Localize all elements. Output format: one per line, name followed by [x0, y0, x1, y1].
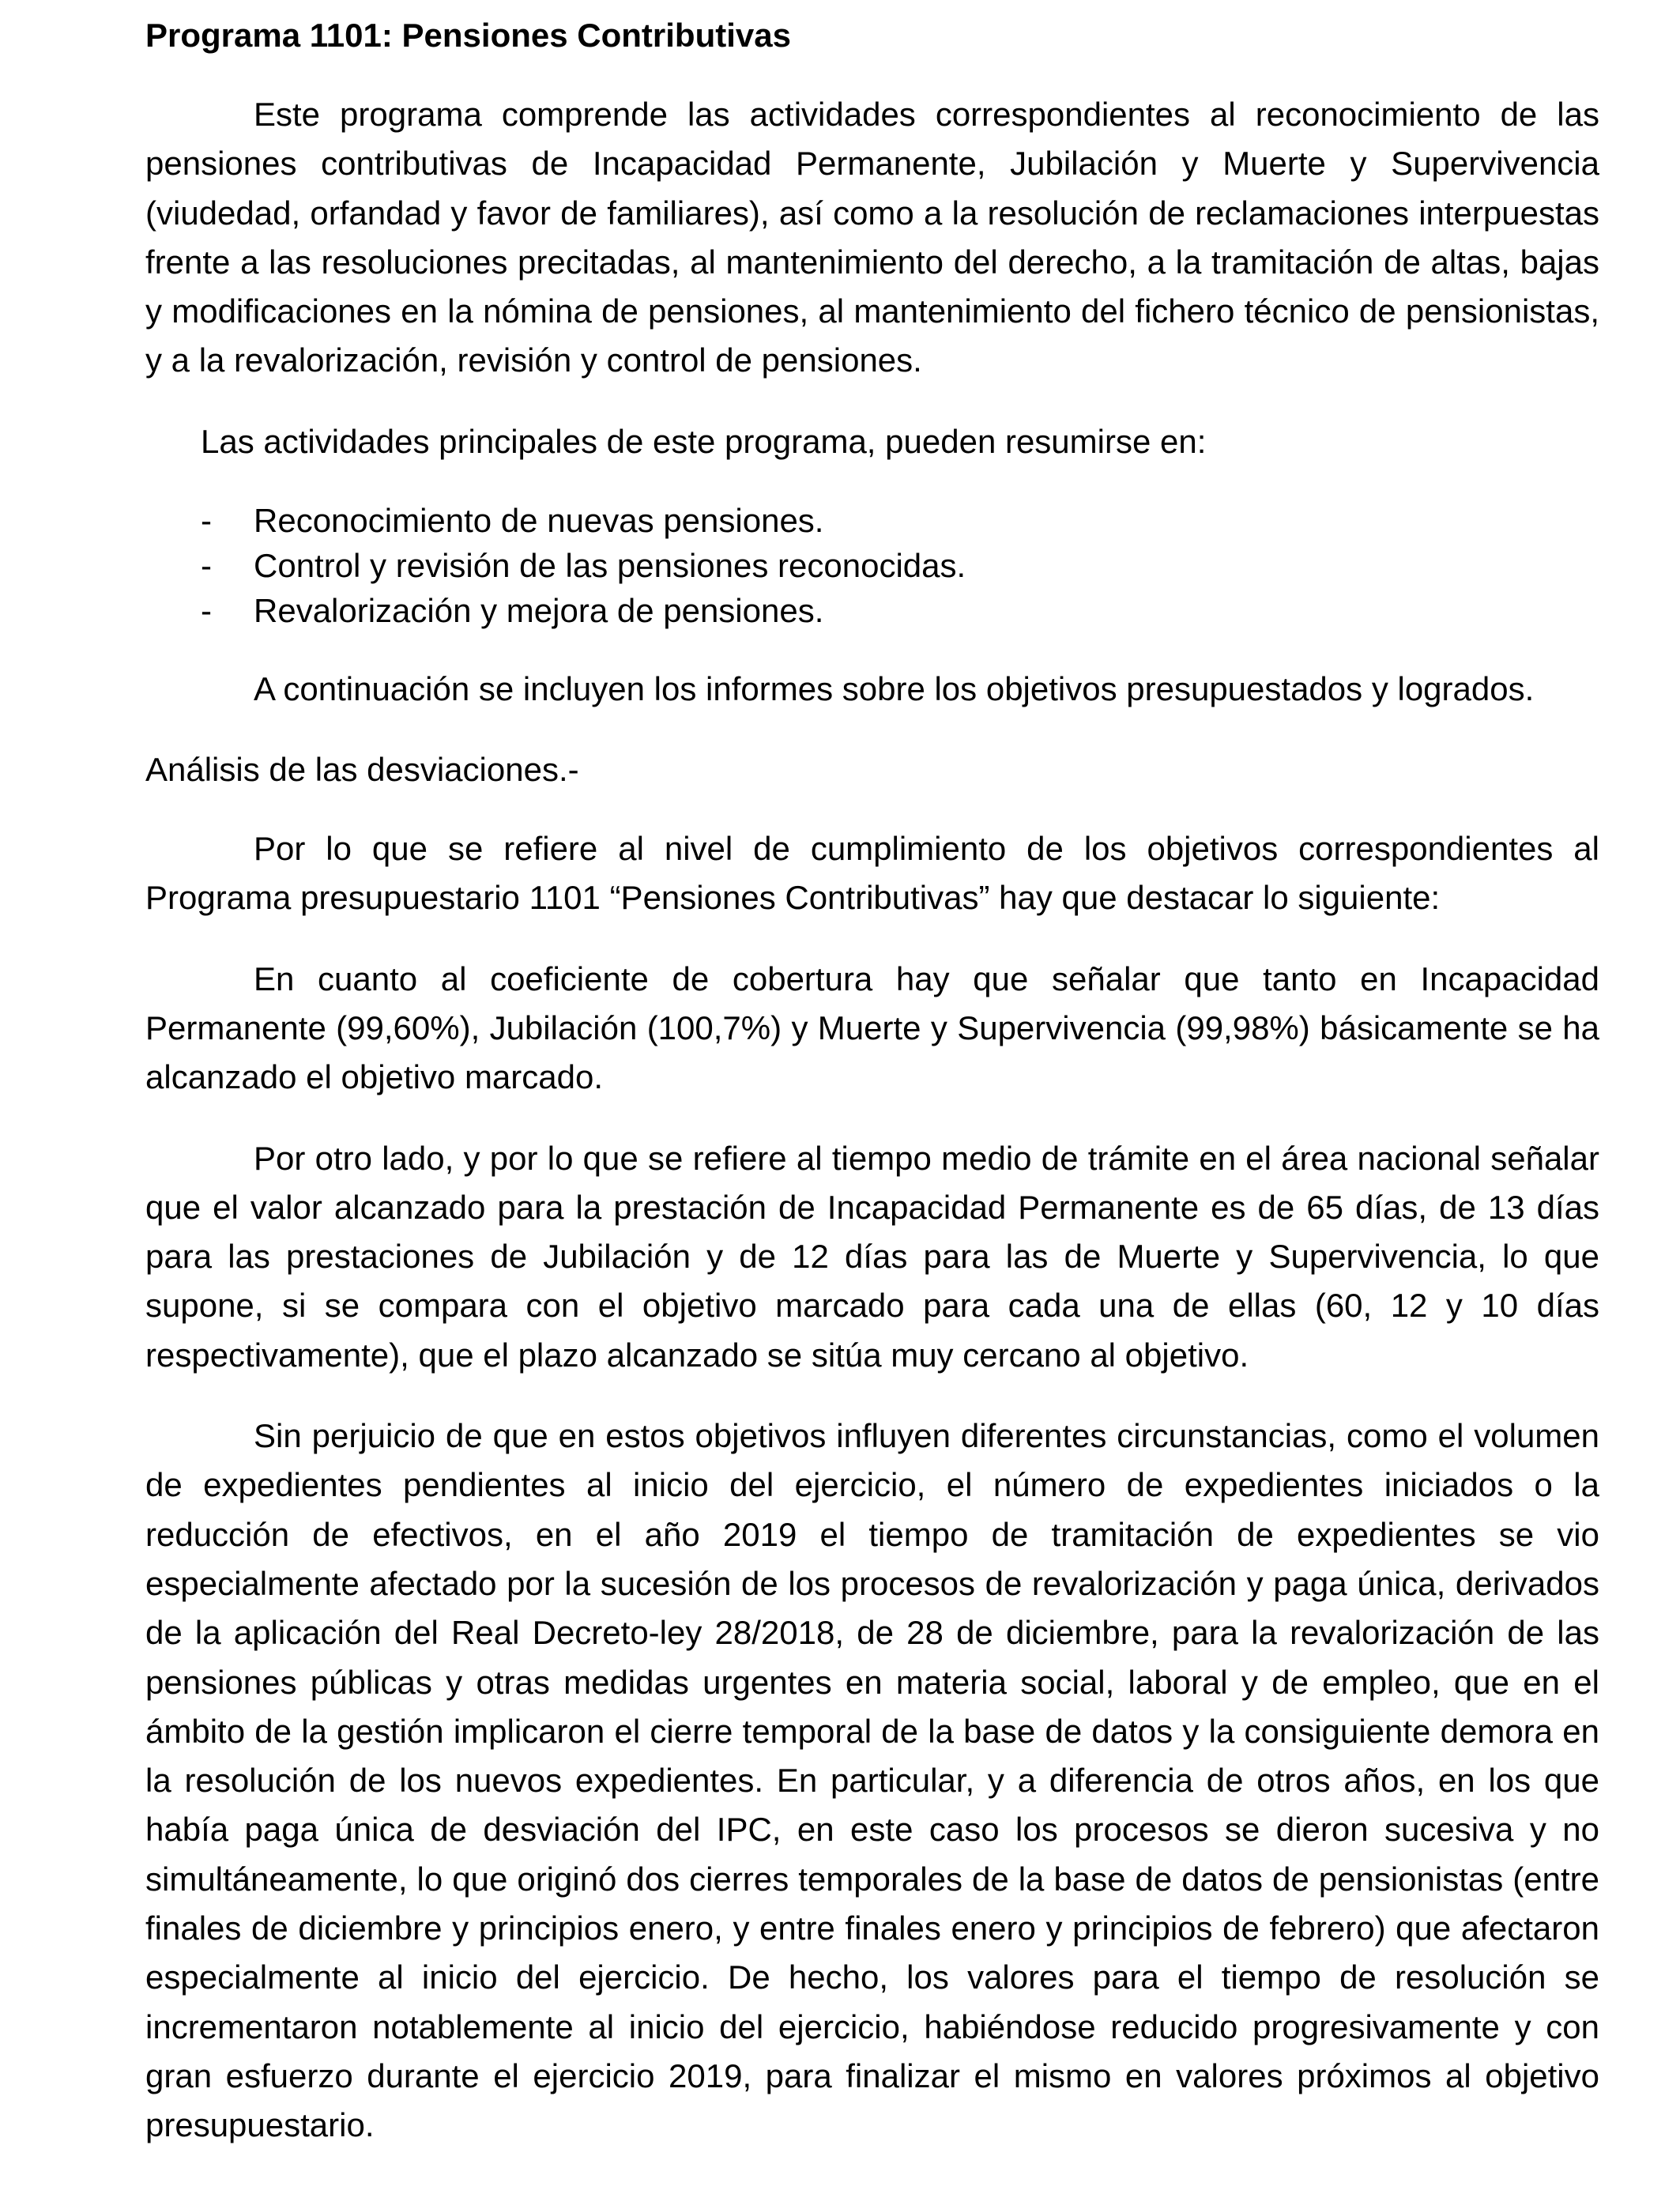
paragraph-processing-time: Por otro lado, y por lo que se refiere al tiempo medio de trámite en el área nacional señalar que el valor alcanzado para la prestación de Incapacidad Permanente es de 65 días, de 13 días para las prestaciones de Jubilación y de 12 días para las de Muerte y Supervivencia, lo que supone, si se compara con el objetivo marcado para cada una de ellas (60, 12 y 10 días respectivamente), que el plazo alcanzado se sitúa muy cercano al objetivo.	[145, 1139, 1599, 1374]
dash-bullet-icon: -	[201, 546, 212, 584]
dash-bullet-icon: -	[201, 501, 212, 539]
list-item	[145, 588, 1599, 633]
list-item	[145, 498, 1599, 543]
dash-bullet-icon: -	[201, 591, 212, 629]
paragraph-compliance-intro: Por lo que se refiere al nivel de cumplimiento de los objetivos correspondientes al Programa presupuestario 1101 “Pensiones Contributivas” hay que destacar lo siguiente:	[145, 830, 1599, 917]
document-title: Programa 1101: Pensiones Contributivas	[145, 17, 791, 54]
activities-intro: Las actividades principales de este programa, pueden resumirse en:	[201, 422, 1207, 460]
list-item-text: Reconocimiento de nuevas pensiones.	[254, 501, 824, 539]
document-page	[145, 11, 1599, 2182]
list-item-text: Revalorización y mejora de pensiones.	[254, 591, 824, 629]
paragraph-circumstances: Sin perjuicio de que en estos objetivos influyen diferentes circunstancias, como el volumen de expedientes pendientes al inicio del ejercicio, el número de expedientes iniciados o la reducción de efectivos, en el año 2019 el tiempo de tramitación de expedientes se vio especialmente afectado por la sucesión de los procesos de revalorización y paga única, derivados de la aplicación del Real Decreto-ley 28/2018, de 28 de diciembre, para la revalorización de las pensiones públicas y otras medidas urgentes en materia social, laboral y de empleo, que en el ámbito de la gestión implicaron el cierre temporal de la base de datos y la consiguiente demora en la resolución de los nuevos expedientes. En particular, y a diferencia de otros años, en los que había paga única de desviación del IPC, en este caso los procesos se dieron sucesiva y no simultáneamente, lo que originó dos cierres temporales de la base de datos de pensionistas (entre finales de diciembre y principios enero, y entre finales enero y principios de febrero) que afectaron especialmente al inicio del ejercicio. De hecho, los valores para el tiempo de resolución se incrementaron notablemente al inicio del ejercicio, habiéndose reducido progresivamente y con gran esfuerzo durante el ejercicio 2019, para finalizar el mismo en valores próximos al objetivo presupuestario.	[145, 1417, 1599, 2144]
paragraph-program-description: Este programa comprende las actividades correspondientes al reconocimiento de las pensiones contributivas de Incapacidad Permanente, Jubilación y Muerte y Supervivencia (viudedad, orfandad y favor de familiares), así como a la resolución de reclamaciones interpuestas frente a las resoluciones precitadas, al mantenimiento del derecho, a la tramitación de altas, bajas y modificaciones en la nómina de pensiones, al mantenimiento del fichero técnico de pensionistas, y a la revalorización, revisión y control de pensiones.	[145, 96, 1599, 379]
list-item-text: Control y revisión de las pensiones reconocidas.	[254, 546, 966, 584]
paragraph-coverage: En cuanto al coeficiente de cobertura hay que señalar que tanto en Incapacidad Permanente (99,60%), Jubilación (100,7%) y Muerte y Supervivencia (99,98%) básicamente se ha alcanzado el objetivo marcado.	[145, 959, 1599, 1096]
list-item	[145, 543, 1599, 588]
section-heading-deviations: Análisis de las desviaciones.-	[145, 751, 579, 789]
activities-list	[145, 498, 1599, 633]
paragraph-reports-intro: A continuación se incluyen los informes sobre los objetivos presupuestados y logrados.	[254, 669, 1535, 707]
